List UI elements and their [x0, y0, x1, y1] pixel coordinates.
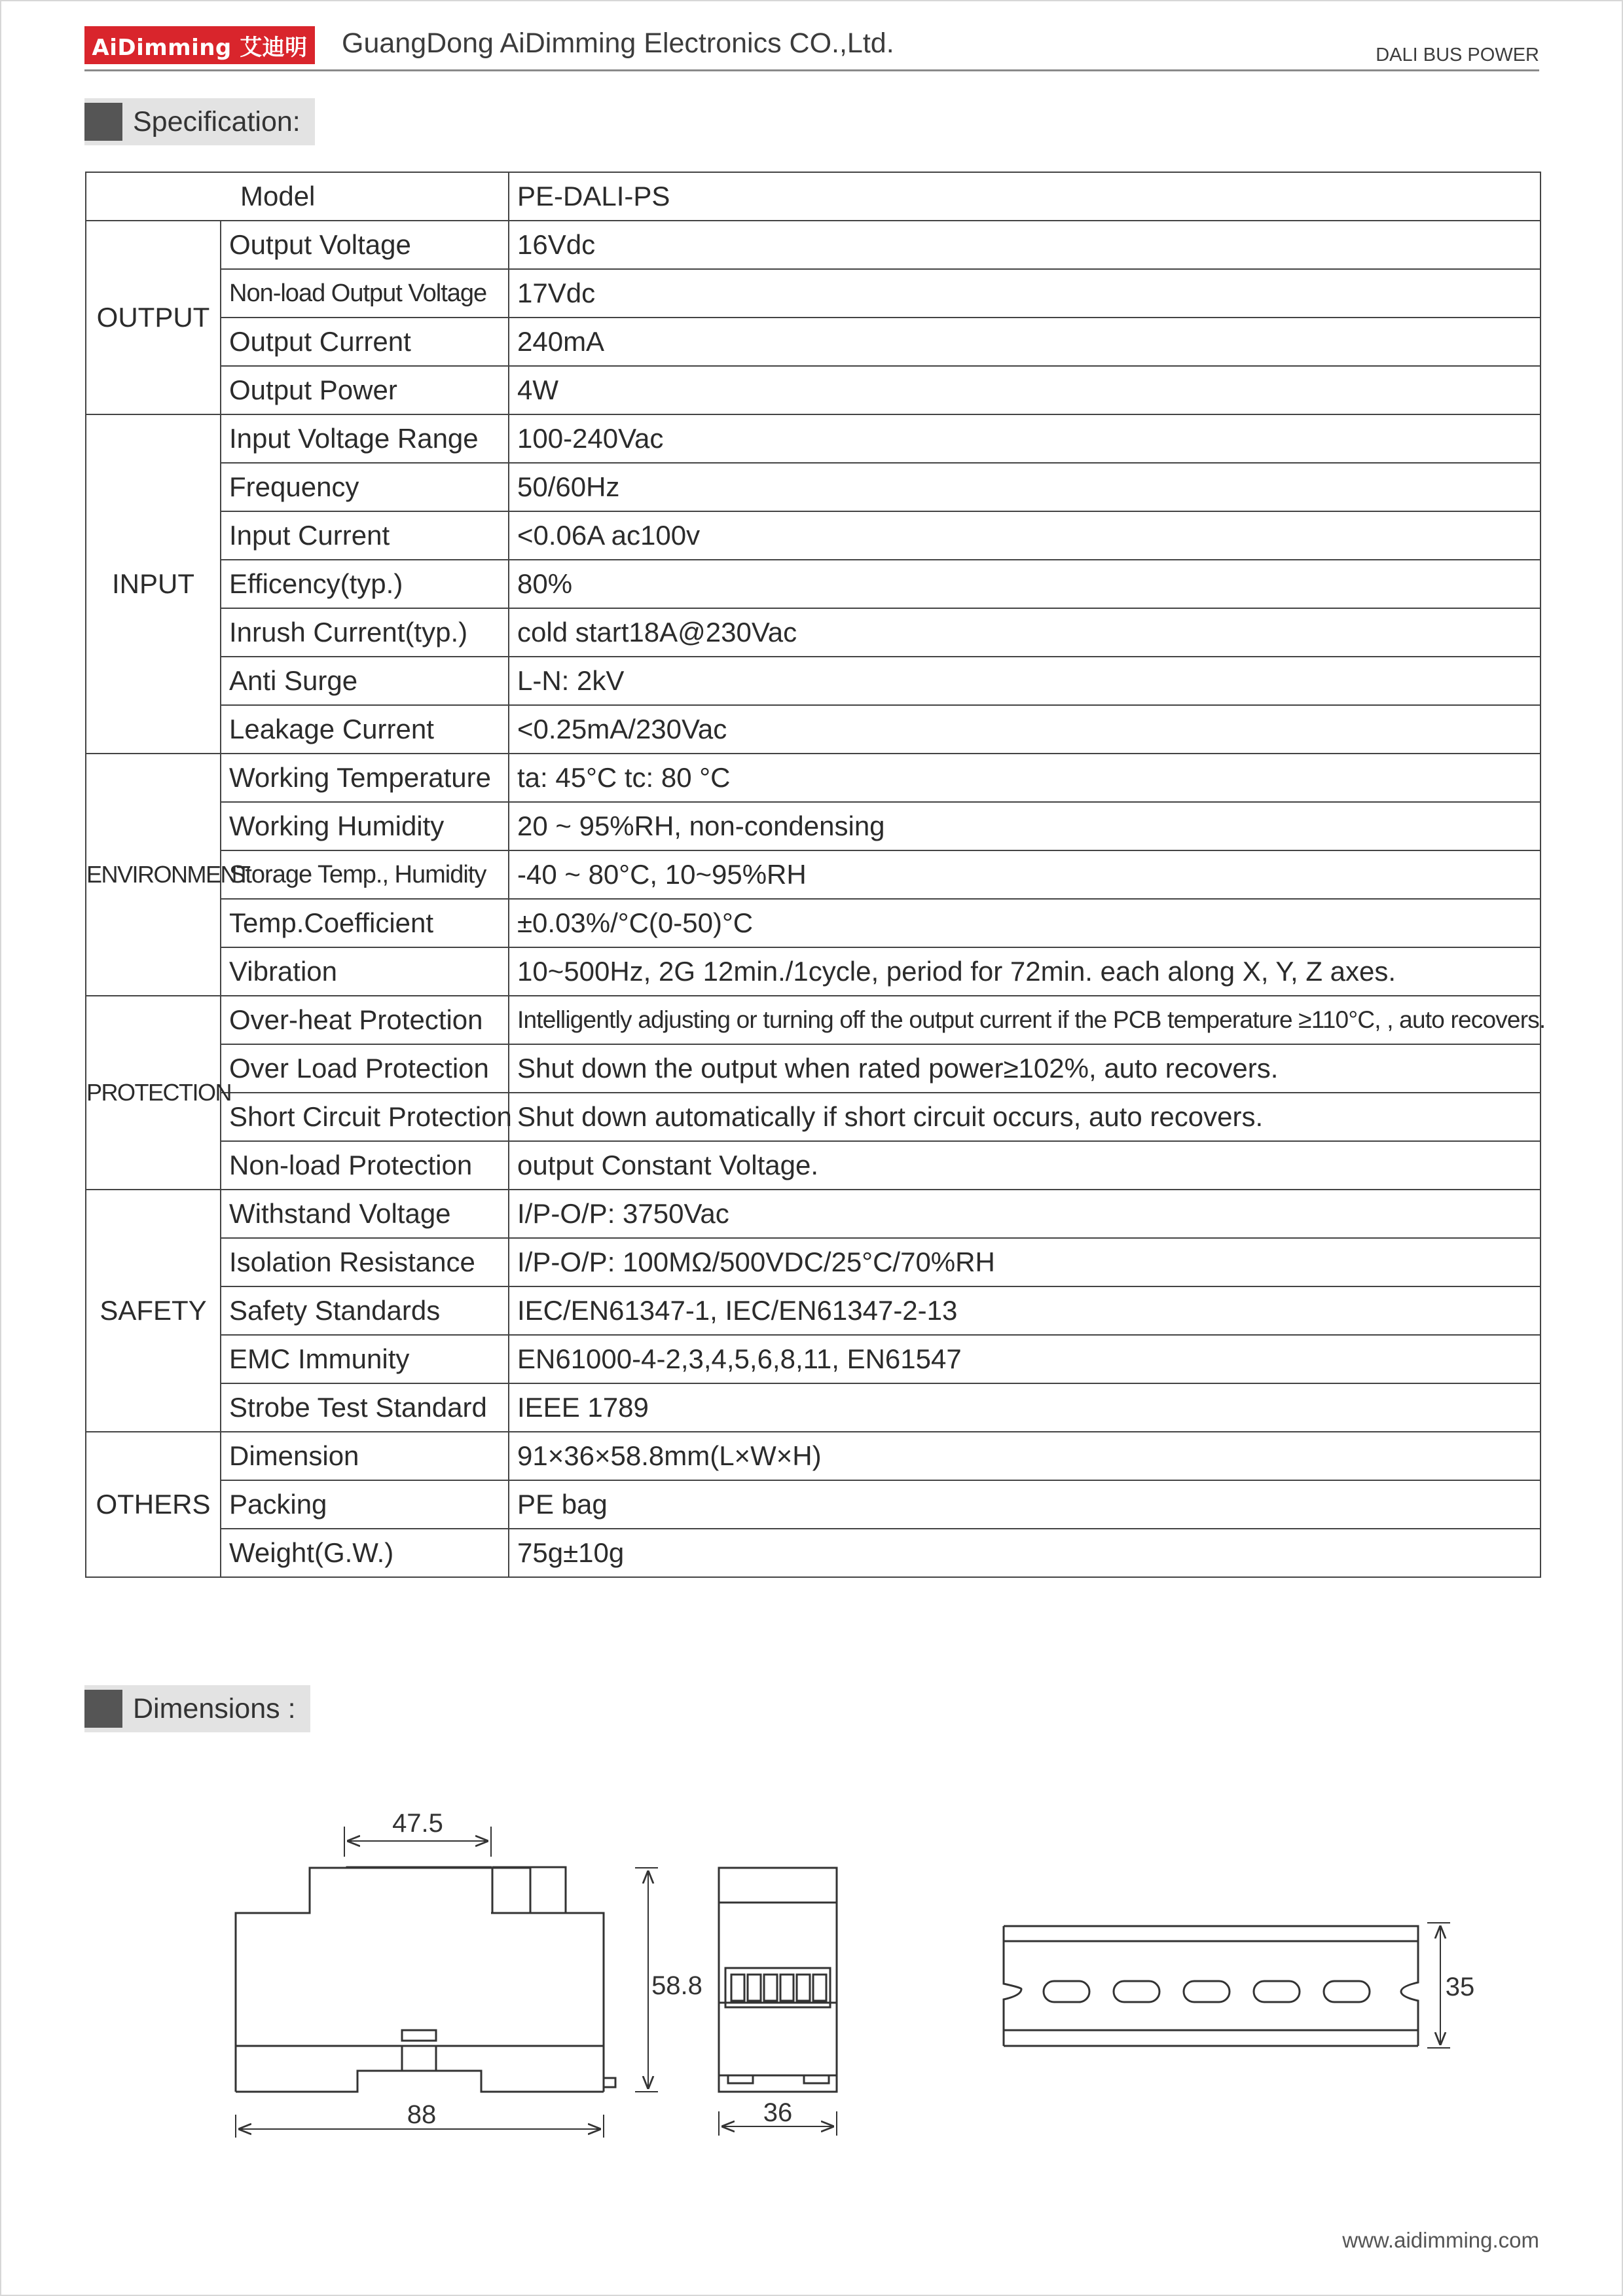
table-row — [86, 1529, 1541, 1577]
table-row — [86, 269, 1541, 318]
spec-item-value: Intelligently adjusting or turning off the output current if the PCB temperature ≥110°C, , auto recovers. — [509, 996, 1541, 1044]
spec-item-label: Efficency(typ.) — [221, 560, 509, 608]
document-type: DALI BUS POWER — [1376, 45, 1539, 65]
spec-item-label: Anti Surge — [221, 657, 509, 705]
spec-item-label: Input Voltage Range — [221, 414, 509, 463]
spec-item-label: Dimension — [221, 1432, 509, 1480]
specification-table — [85, 172, 1546, 1578]
category-protection: PROTECTION — [86, 996, 221, 1190]
spec-item-value: 20 ~ 95%RH, non-condensing — [509, 802, 1541, 850]
table-row — [86, 1383, 1541, 1432]
dimension-label-height: 58.8 — [651, 1971, 702, 2000]
table-row — [86, 947, 1541, 996]
table-row — [86, 560, 1541, 608]
spec-item-value: PE bag — [509, 1480, 1541, 1529]
spec-item-label: Working Humidity — [221, 802, 509, 850]
spec-item-label: Packing — [221, 1480, 509, 1529]
spec-item-value: 10~500Hz, 2G 12min./1cycle, period for 72min. each along X, Y, Z axes. — [509, 947, 1541, 996]
model-value: PE-DALI-PS — [509, 172, 1541, 221]
spec-item-label: Isolation Resistance — [221, 1238, 509, 1286]
spec-item-label: Temp.Coefficient — [221, 899, 509, 947]
din-rail-outline — [1004, 1926, 1418, 2046]
spec-item-value: <0.06A ac100v — [509, 511, 1541, 560]
spec-item-value: <0.25mA/230Vac — [509, 705, 1541, 754]
spec-item-value: IEC/EN61347-1, IEC/EN61347-2-13 — [509, 1286, 1541, 1335]
table-row — [86, 1432, 1541, 1480]
spec-item-label: Leakage Current — [221, 705, 509, 754]
company-name: GuangDong AiDimming Electronics CO.,Ltd. — [342, 27, 894, 59]
spec-item-value: output Constant Voltage. — [509, 1141, 1541, 1190]
spec-item-value: ta: 45°C tc: 80 °C — [509, 754, 1541, 802]
spec-item-value: I/P-O/P: 100MΩ/500VDC/25°C/70%RH — [509, 1238, 1541, 1286]
table-row — [86, 996, 1541, 1044]
table-row — [86, 1286, 1541, 1335]
spec-item-value: ±0.03%/°C(0-50)°C — [509, 899, 1541, 947]
heading-square-icon — [84, 1690, 122, 1728]
spec-item-label: Safety Standards — [221, 1286, 509, 1335]
spec-item-value: Shut down the output when rated power≥102%, auto recovers. — [509, 1044, 1541, 1093]
spec-item-label: Output Power — [221, 366, 509, 414]
table-row — [86, 1238, 1541, 1286]
category-input: INPUT — [86, 414, 221, 754]
category-output: OUTPUT — [86, 221, 221, 414]
spec-item-label: Non-load Output Voltage — [221, 269, 509, 318]
spec-item-label: Storage Temp., Humidity — [221, 850, 509, 899]
side-view-outline — [719, 1868, 837, 2092]
spec-item-label: Output Current — [221, 318, 509, 366]
table-row — [86, 221, 1541, 269]
dimension-label-side-width: 36 — [763, 2098, 793, 2127]
company-logo: AiDimming 艾迪明 — [84, 26, 315, 64]
table-row — [86, 1335, 1541, 1383]
category-others: OTHERS — [86, 1432, 221, 1577]
table-row — [86, 366, 1541, 414]
table-row — [86, 705, 1541, 754]
spec-item-value: 91×36×58.8mm(L×W×H) — [509, 1432, 1541, 1480]
spec-item-value: -40 ~ 80°C, 10~95%RH — [509, 850, 1541, 899]
table-row — [86, 608, 1541, 657]
spec-item-label: Inrush Current(typ.) — [221, 608, 509, 657]
spec-item-label: EMC Immunity — [221, 1335, 509, 1383]
table-row — [86, 463, 1541, 511]
spec-item-label: Over-heat Protection — [221, 996, 509, 1044]
spec-item-value: 50/60Hz — [509, 463, 1541, 511]
dimension-drawings — [0, 1768, 1623, 2160]
spec-item-label: Working Temperature — [221, 754, 509, 802]
category-environment: ENVIRONMENT — [86, 754, 221, 996]
spec-item-label: Vibration — [221, 947, 509, 996]
table-row — [86, 511, 1541, 560]
table-row — [86, 1141, 1541, 1190]
table-row — [86, 1044, 1541, 1093]
spec-item-value: 75g±10g — [509, 1529, 1541, 1577]
header-divider — [84, 69, 1539, 71]
table-row — [86, 657, 1541, 705]
table-row — [86, 899, 1541, 947]
dimensions-heading-text: Dimensions : — [133, 1692, 296, 1724]
spec-item-label: Over Load Protection — [221, 1044, 509, 1093]
category-safety: SAFETY — [86, 1190, 221, 1432]
table-row — [86, 1190, 1541, 1238]
spec-item-label: Input Current — [221, 511, 509, 560]
spec-item-value: 240mA — [509, 318, 1541, 366]
dimensions-heading — [84, 1685, 310, 1732]
spec-item-value: IEEE 1789 — [509, 1383, 1541, 1432]
model-blank-cell — [86, 172, 221, 221]
dimension-label-top-width: 47.5 — [392, 1809, 443, 1838]
spec-item-label: Withstand Voltage — [221, 1190, 509, 1238]
spec-item-label: Output Voltage — [221, 221, 509, 269]
website-link[interactable]: www.aidimming.com — [1342, 2228, 1539, 2252]
table-row — [86, 802, 1541, 850]
spec-item-label: Frequency — [221, 463, 509, 511]
heading-square-icon — [84, 103, 122, 141]
spec-item-value: 17Vdc — [509, 269, 1541, 318]
dimension-label-total-width: 88 — [407, 2100, 437, 2129]
spec-item-label: Non-load Protection — [221, 1141, 509, 1190]
table-row — [86, 318, 1541, 366]
table-row — [86, 414, 1541, 463]
spec-item-value: cold start18A@230Vac — [509, 608, 1541, 657]
specification-heading-text: Specification: — [133, 105, 301, 137]
spec-item-value: L-N: 2kV — [509, 657, 1541, 705]
table-row — [86, 1093, 1541, 1141]
spec-item-value: Shut down automatically if short circuit occurs, auto recovers. — [509, 1093, 1541, 1141]
spec-item-value: EN61000-4-2,3,4,5,6,8,11, EN61547 — [509, 1335, 1541, 1383]
spec-item-value: 80% — [509, 560, 1541, 608]
specification-heading — [84, 98, 315, 145]
spec-item-value: 16Vdc — [509, 221, 1541, 269]
model-label: Model — [221, 172, 509, 221]
spec-item-value: I/P-O/P: 3750Vac — [509, 1190, 1541, 1238]
front-view-outline — [236, 1867, 615, 2092]
spec-item-value: 100-240Vac — [509, 414, 1541, 463]
spec-item-label: Short Circuit Protection — [221, 1093, 509, 1141]
spec-item-label: Strobe Test Standard — [221, 1383, 509, 1432]
spec-item-label: Weight(G.W.) — [221, 1529, 509, 1577]
dimension-label-rail-height: 35 — [1445, 1973, 1475, 2001]
table-row — [86, 850, 1541, 899]
table-row — [86, 754, 1541, 802]
spec-item-value: 4W — [509, 366, 1541, 414]
table-row-model — [86, 172, 1541, 221]
table-row — [86, 1480, 1541, 1529]
